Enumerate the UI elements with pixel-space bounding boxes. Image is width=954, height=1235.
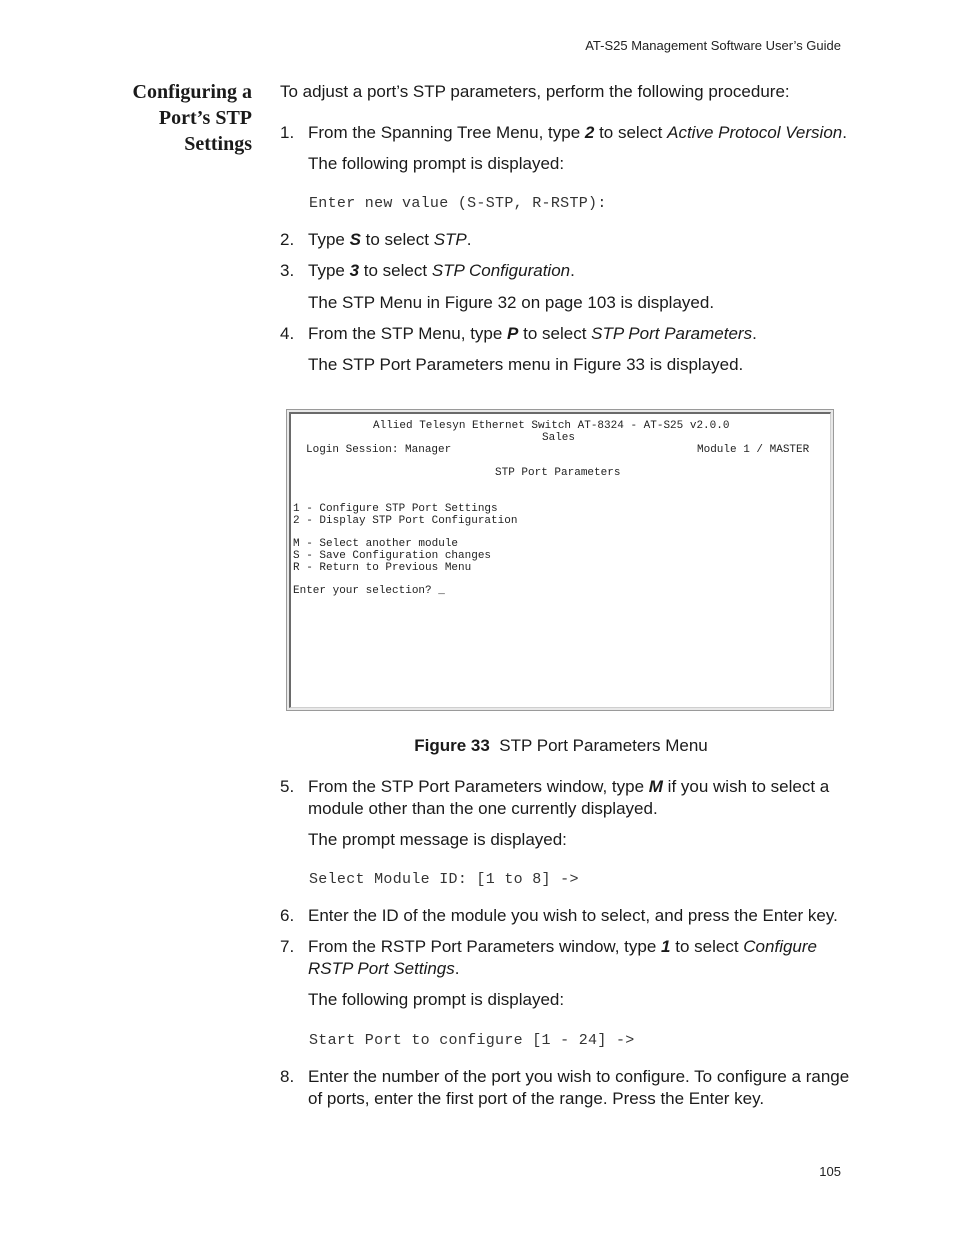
intro-text: To adjust a port’s STP parameters, perform the following procedure: bbox=[280, 82, 790, 101]
step-number: 1. bbox=[280, 123, 295, 142]
section-title-line: Settings bbox=[184, 133, 252, 155]
key-m: M bbox=[648, 777, 663, 796]
section-title-line: Configuring a bbox=[132, 81, 252, 103]
figure-caption bbox=[0, 736, 954, 756]
menu-option: STP bbox=[433, 230, 467, 249]
step-5: 5. From the STP Port Parameters window, type M if you wish to select a module other than the one currently displayed. bbox=[280, 777, 830, 818]
step-1: 1. From the Spanning Tree Menu, type 2 to select Active Protocol Version. bbox=[280, 123, 847, 142]
terminal-option: S - Save Configuration changes bbox=[293, 550, 492, 562]
protocol-prompt: Enter new value (S-STP, R-RSTP): bbox=[309, 195, 607, 212]
terminal-figure bbox=[286, 409, 834, 711]
key-p: P bbox=[507, 324, 519, 343]
step-number: 8. bbox=[280, 1067, 295, 1086]
paragraph: The prompt message is displayed: bbox=[308, 830, 567, 849]
figure-label: Figure 33 bbox=[414, 736, 490, 755]
paragraph: The following prompt is displayed: bbox=[308, 990, 565, 1009]
terminal-menu-title: STP Port Parameters bbox=[495, 467, 621, 479]
step-number: 3. bbox=[280, 261, 295, 280]
step-number: 2. bbox=[280, 230, 295, 249]
step-number: 6. bbox=[280, 906, 295, 925]
terminal-title: Allied Telesyn Ethernet Switch AT-8324 - AT-S25 v2.0.0 bbox=[373, 420, 730, 432]
section-title bbox=[82, 79, 252, 157]
paragraph: The STP Port Parameters menu in Figure 33 is displayed. bbox=[308, 355, 744, 374]
key-3: 3 bbox=[349, 261, 360, 280]
terminal-selection-prompt: Enter your selection? _ bbox=[293, 585, 445, 597]
paragraph: The STP Menu in Figure 32 on page 103 is displayed. bbox=[308, 293, 715, 312]
paragraph: The following prompt is displayed: bbox=[308, 154, 565, 173]
step-6: 6. Enter the ID of the module you wish to select, and press the Enter key. bbox=[280, 906, 838, 925]
step-number: 4. bbox=[280, 324, 295, 343]
key-2: 2 bbox=[584, 123, 595, 142]
menu-option: Active Protocol Version bbox=[667, 123, 843, 142]
terminal-option: 2 - Display STP Port Configuration bbox=[293, 515, 518, 527]
step-3: 3. Type 3 to select STP Configuration. bbox=[280, 261, 575, 280]
terminal-option: 1 - Configure STP Port Settings bbox=[293, 503, 498, 515]
step-7: 7. From the RSTP Port Parameters window, type 1 to select Configure RSTP Port Settings. bbox=[280, 937, 817, 978]
key-1: 1 bbox=[661, 937, 671, 956]
terminal-subtitle: Sales bbox=[542, 432, 576, 444]
step-4: 4. From the STP Menu, type P to select STP Port Parameters. bbox=[280, 324, 757, 343]
running-header: AT-S25 Management Software User’s Guide bbox=[585, 38, 841, 53]
port-prompt: Start Port to configure [1 - 24] -> bbox=[309, 1032, 635, 1049]
menu-option: Configure RSTP Port Settings bbox=[308, 937, 817, 978]
module-prompt: Select Module ID: [1 to 8] -> bbox=[309, 871, 579, 888]
menu-option: STP Port Parameters bbox=[591, 324, 753, 343]
key-s: S bbox=[349, 230, 361, 249]
page-number: 105 bbox=[819, 1164, 841, 1179]
section-title-line: Port’s STP bbox=[158, 107, 252, 129]
step-number: 5. bbox=[280, 777, 295, 796]
terminal-module: Module 1 / MASTER bbox=[697, 444, 810, 456]
menu-option: STP Configuration bbox=[431, 261, 571, 280]
step-number: 7. bbox=[280, 937, 295, 956]
terminal-screen bbox=[289, 412, 831, 708]
step-2: 2. Type S to select STP. bbox=[280, 230, 472, 249]
step-8: 8. Enter the number of the port you wish to configure. To configure a range of ports, enter the first port of the range. Press the Enter key. bbox=[280, 1067, 850, 1108]
terminal-session: Login Session: Manager bbox=[306, 444, 452, 456]
terminal-option: R - Return to Previous Menu bbox=[293, 562, 472, 574]
figure-caption-text: STP Port Parameters Menu bbox=[499, 736, 708, 755]
terminal-option: M - Select another module bbox=[293, 538, 459, 550]
